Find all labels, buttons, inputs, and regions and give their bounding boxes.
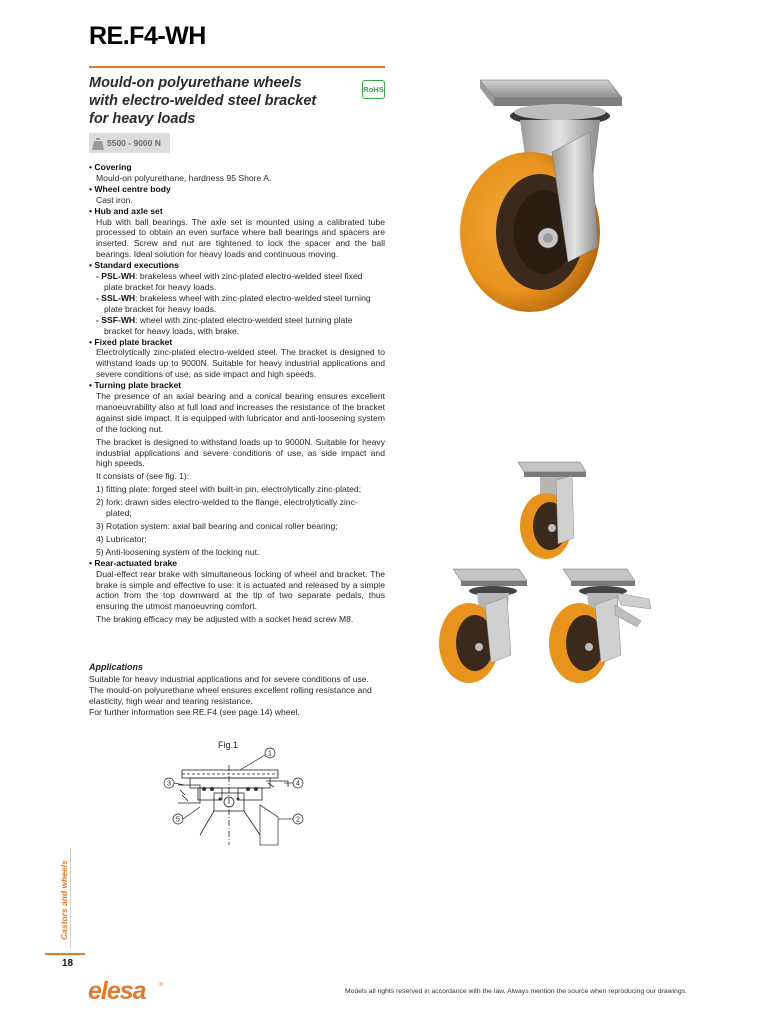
execution-item-psl <box>89 271 385 293</box>
applications-heading: Applications <box>89 662 144 672</box>
callout-5: 5 <box>176 816 180 824</box>
component-list-item: 4) Lubricator; <box>96 533 147 544</box>
weight-icon <box>92 137 104 150</box>
turning-bracket-text-1: The presence of an axial bearing and a conical bearing ensures excellent manoeuvrability also at full load and increases the resistance of the bracket against side impact. It is equipped with lubricator and anti-loosening system of the locking nut. <box>96 391 385 434</box>
applications-line: elasticity, high wear and tearing resistance. <box>89 696 253 706</box>
subtitle-line-1: Mould-on polyurethane wheels <box>89 75 302 91</box>
elesa-logo <box>88 977 168 1005</box>
execution-dash: - <box>96 271 102 282</box>
execution-item-ssf <box>89 315 385 337</box>
execution-item-ssl <box>89 293 385 315</box>
swivel-castor-photo <box>433 565 533 690</box>
component-list-item: 5) Anti-loosening system of the locking nut. <box>96 546 260 557</box>
consists-intro: It consists of (see fig. 1): <box>96 471 190 482</box>
load-range-badge <box>89 133 170 153</box>
callout-4: 4 <box>296 780 300 788</box>
callout-2: 2 <box>296 816 300 824</box>
applications-text <box>89 674 385 718</box>
load-range-text: 5500 - 9000 N <box>107 138 161 148</box>
wheel-centre-heading: • Wheel centre body <box>89 184 385 195</box>
page-number: 18 <box>62 958 74 969</box>
product-subtitle <box>89 74 349 128</box>
callout-3: 3 <box>167 780 171 788</box>
turning-bracket-heading: • Turning plate bracket <box>89 380 385 391</box>
hub-heading: • Hub and axle set <box>89 206 385 217</box>
component-list-item: 2) fork: drawn sides electro-welded to the flange, electrolytically zinc- <box>96 497 358 508</box>
execution-continuation: plate bracket for heavy loads. <box>104 281 217 292</box>
page-title: RE.F4-WH <box>89 22 206 50</box>
covering-text: Mould-on polyurethane, hardness 95 Shore A. <box>96 172 272 183</box>
fixed-castor-photo <box>510 458 590 563</box>
execution-code: SSF-WH <box>101 314 136 325</box>
execution-code: SSL-WH <box>101 292 136 303</box>
copyright-note: Models all rights reserved in accordance with the law. Always mention the source when reproducing our drawings. <box>345 988 687 995</box>
component-list-item: 1) fitting plate: forged steel with built-in pin, electrolytically zinc-plated; <box>96 484 362 495</box>
callout-1: 1 <box>268 750 272 758</box>
technical-description <box>89 162 385 625</box>
execution-code: PSL-WH <box>101 271 136 282</box>
swivel-castor-with-brake-photo <box>545 565 655 690</box>
title-divider <box>89 66 385 68</box>
subtitle-line-3: for heavy loads <box>89 111 196 127</box>
bracket-section-drawing <box>160 745 320 850</box>
figure-label: Fig.1 <box>218 740 239 750</box>
logo-wordmark: elesa <box>88 977 146 1005</box>
component-list-item-continuation: plated; <box>106 508 132 519</box>
applications-line: For further information see RE.F4 (see page 14) wheel. <box>89 707 300 717</box>
page-number-rule <box>45 953 85 955</box>
execution-continuation: plate bracket for heavy loads. <box>104 303 217 314</box>
execution-continuation: bracket for heavy loads, with brake. <box>104 325 240 336</box>
brake-text-2: The braking efficacy may be adjusted with a socket head screw M8. <box>96 614 354 625</box>
applications-line: Suitable for heavy industrial applications and for severe conditions of use. <box>89 674 369 684</box>
large-swivel-castor-photo <box>440 72 640 327</box>
section-label: Castors and wheels <box>59 860 69 940</box>
wheel-centre-text: Cast iron. <box>96 194 133 205</box>
fixed-bracket-text: Electrolytically zinc-plated electro-welded steel. The bracket is designed to withstand loads up to 9000N. Suitable for heavy industrial applications and severe conditions of use, as side impact and high speeds. <box>96 347 385 380</box>
hub-text: Hub with ball bearings. The axle set is mounted using a calibrated tube processed to obtain an even surface where ball bearings and spacers are inserted. Screw and nut are tightened to lock the spacer and the ball bearings. Ideal solution for heavy loads and continuous moving. <box>96 216 385 260</box>
covering-heading: • Covering <box>89 162 385 173</box>
execution-dash: - <box>96 314 102 325</box>
applications-line: The mould-on polyurethane wheel ensures excellent rolling resistance and <box>89 685 372 695</box>
subtitle-line-2: with electro-welded steel bracket <box>89 93 317 109</box>
brake-text-1: Dual-effect rear brake with simultaneous locking of wheel and bracket. The brake is simple and effective to use: it is actuated and released by a simple action from the top downward at the tip of two separate pedals, thus ensuring the utmost manoeuvring comfort. <box>96 568 385 612</box>
rohs-badge: RoHS <box>362 80 385 99</box>
execution-dash: - <box>96 292 102 303</box>
turning-bracket-text-2: The bracket is designed to withstand loads up to 9000N. Suitable for heavy industrial applications and severe conditions of use, as side impact and high speeds. <box>96 436 385 469</box>
svg-text:®: ® <box>159 982 163 988</box>
execution-text: : wheel with zinc-plated electro-welded steel turning plate <box>135 314 353 325</box>
execution-text: : brakeless wheel with zinc-plated electro-welded steel fixed <box>135 271 363 282</box>
standard-executions-heading: • Standard executions <box>89 260 385 271</box>
component-list-item: 3) Rotation system: axial ball bearing and conical roller bearing; <box>96 521 338 531</box>
brake-heading: • Rear-actuated brake <box>89 558 385 569</box>
fixed-bracket-heading: • Fixed plate bracket <box>89 337 385 348</box>
sidebar-divider <box>70 848 71 948</box>
execution-text: : brakeless wheel with zinc-plated electro-welded steel turning <box>135 292 371 303</box>
